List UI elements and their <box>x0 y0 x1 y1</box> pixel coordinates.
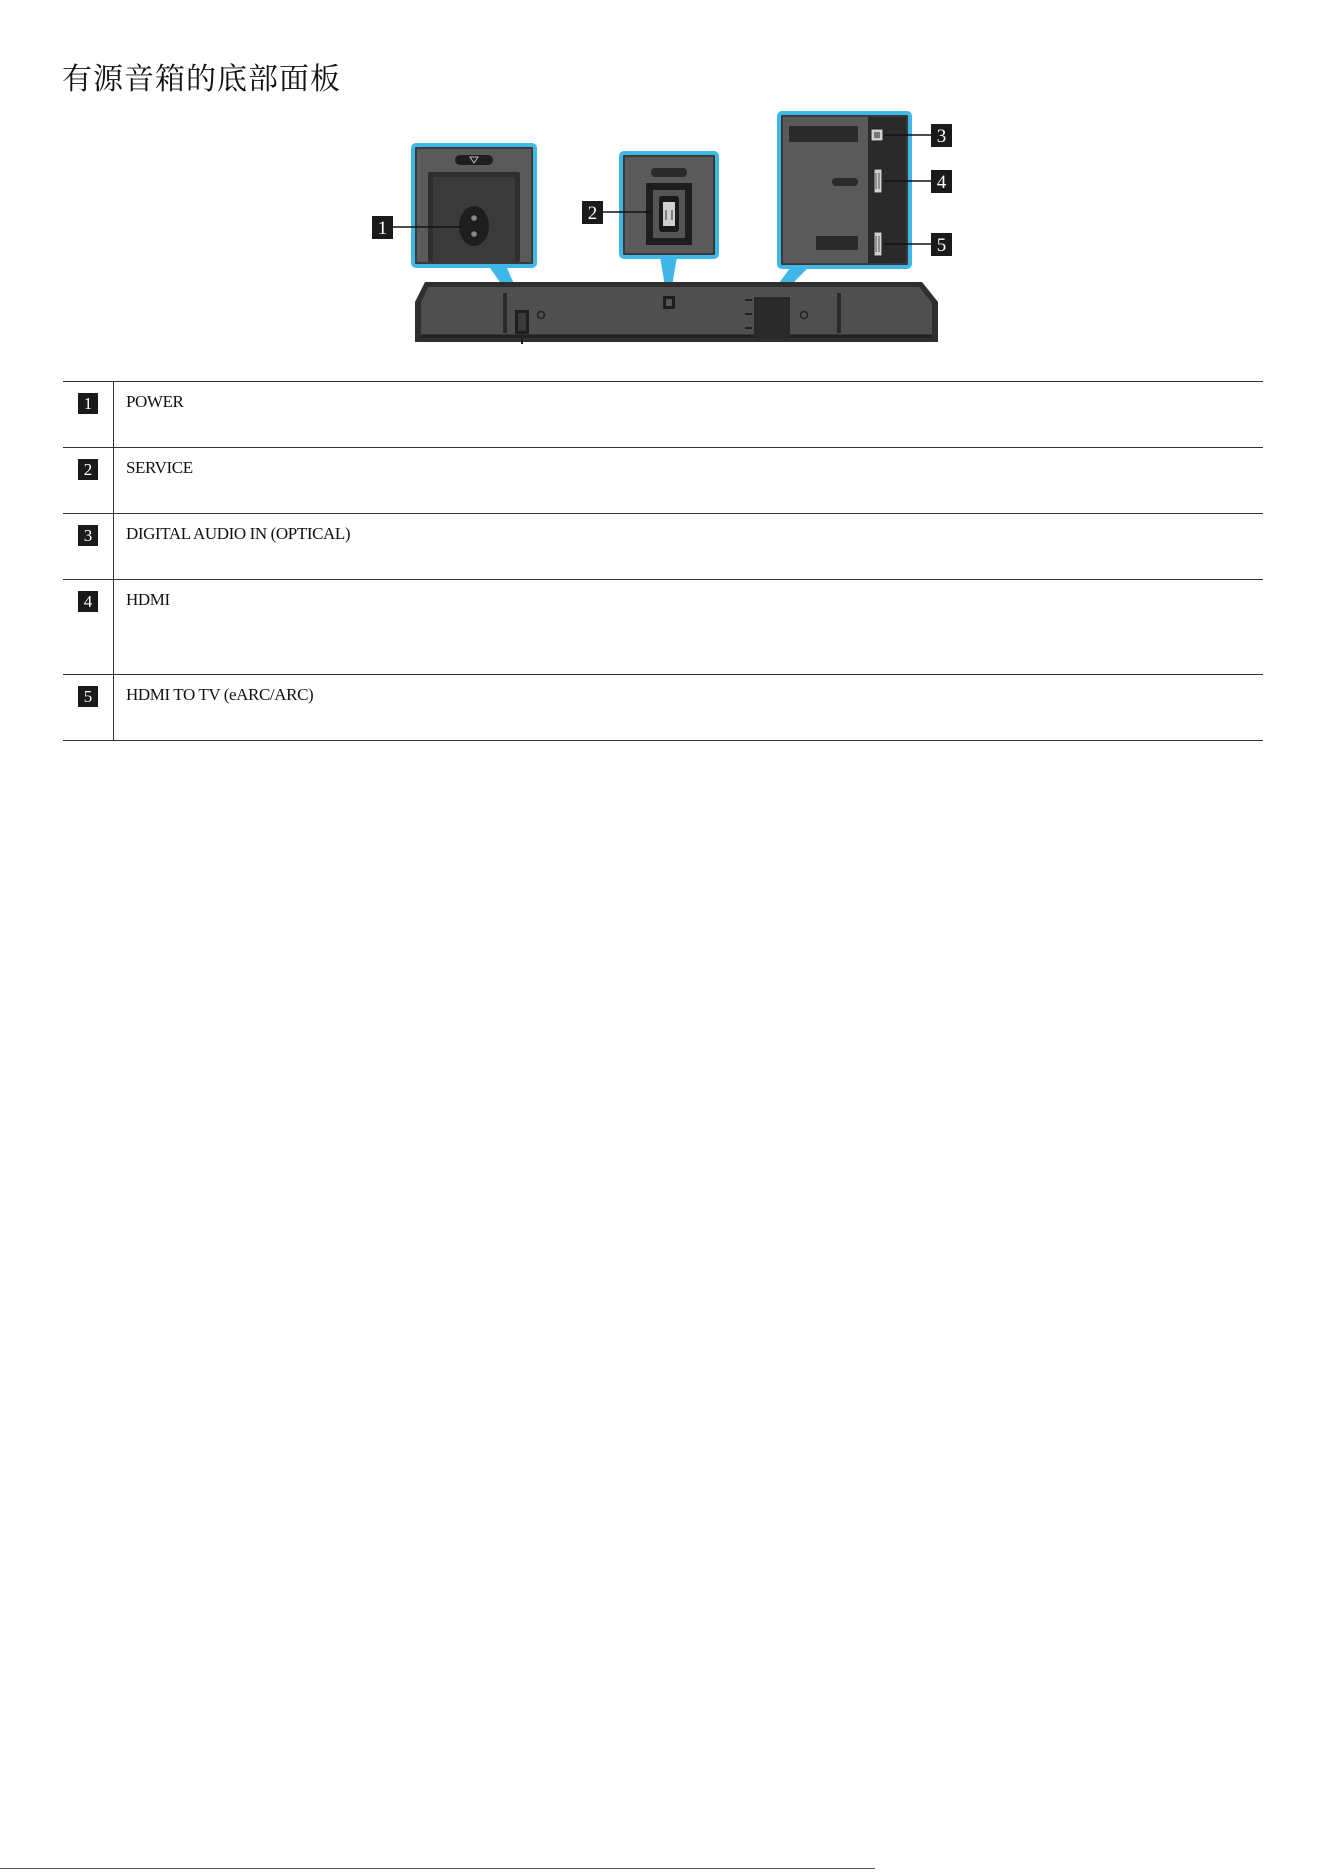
svg-text:5: 5 <box>936 235 947 256</box>
callout-4 <box>931 170 952 193</box>
page-title: 有源音箱的底部面板 <box>62 62 341 97</box>
table-row <box>63 382 1263 448</box>
hdmi-port-icon <box>874 169 882 193</box>
callout-5 <box>931 233 952 256</box>
soundbar-body <box>415 282 938 344</box>
power-socket-icon <box>471 215 477 221</box>
row-number-badge: 2 <box>78 459 98 480</box>
inset-power <box>413 145 535 266</box>
footer-divider <box>0 1868 875 1869</box>
port-label-optical: DIGITAL AUDIO IN (OPTICAL) <box>126 524 351 543</box>
table-row <box>63 580 1263 675</box>
svg-text:1: 1 <box>377 218 388 239</box>
port-label-hdmi: HDMI <box>126 590 170 609</box>
table-row <box>63 514 1263 580</box>
svg-text:2: 2 <box>587 203 598 224</box>
table-row <box>63 675 1263 741</box>
row-number-badge: 4 <box>78 591 98 612</box>
port-label-service: SERVICE <box>126 458 193 477</box>
svg-text:3: 3 <box>936 126 947 147</box>
port-label-power: POWER <box>126 392 184 411</box>
usb-port-icon <box>663 202 675 226</box>
inset-service <box>621 153 717 257</box>
callout-3 <box>931 124 952 147</box>
row-number-badge: 3 <box>78 525 98 546</box>
table-row <box>63 448 1263 514</box>
callout-1 <box>372 216 393 239</box>
port-legend-table <box>63 381 1263 741</box>
row-number-badge: 5 <box>78 686 98 707</box>
hdmi-tv-port-icon <box>874 232 882 256</box>
row-number-badge: 1 <box>78 393 98 414</box>
callout-2 <box>582 201 603 224</box>
port-label-hdmi-tv: HDMI TO TV (eARC/ARC) <box>126 685 314 704</box>
soundbar-bottom-panel-diagram <box>0 0 1324 370</box>
svg-text:4: 4 <box>936 172 947 193</box>
